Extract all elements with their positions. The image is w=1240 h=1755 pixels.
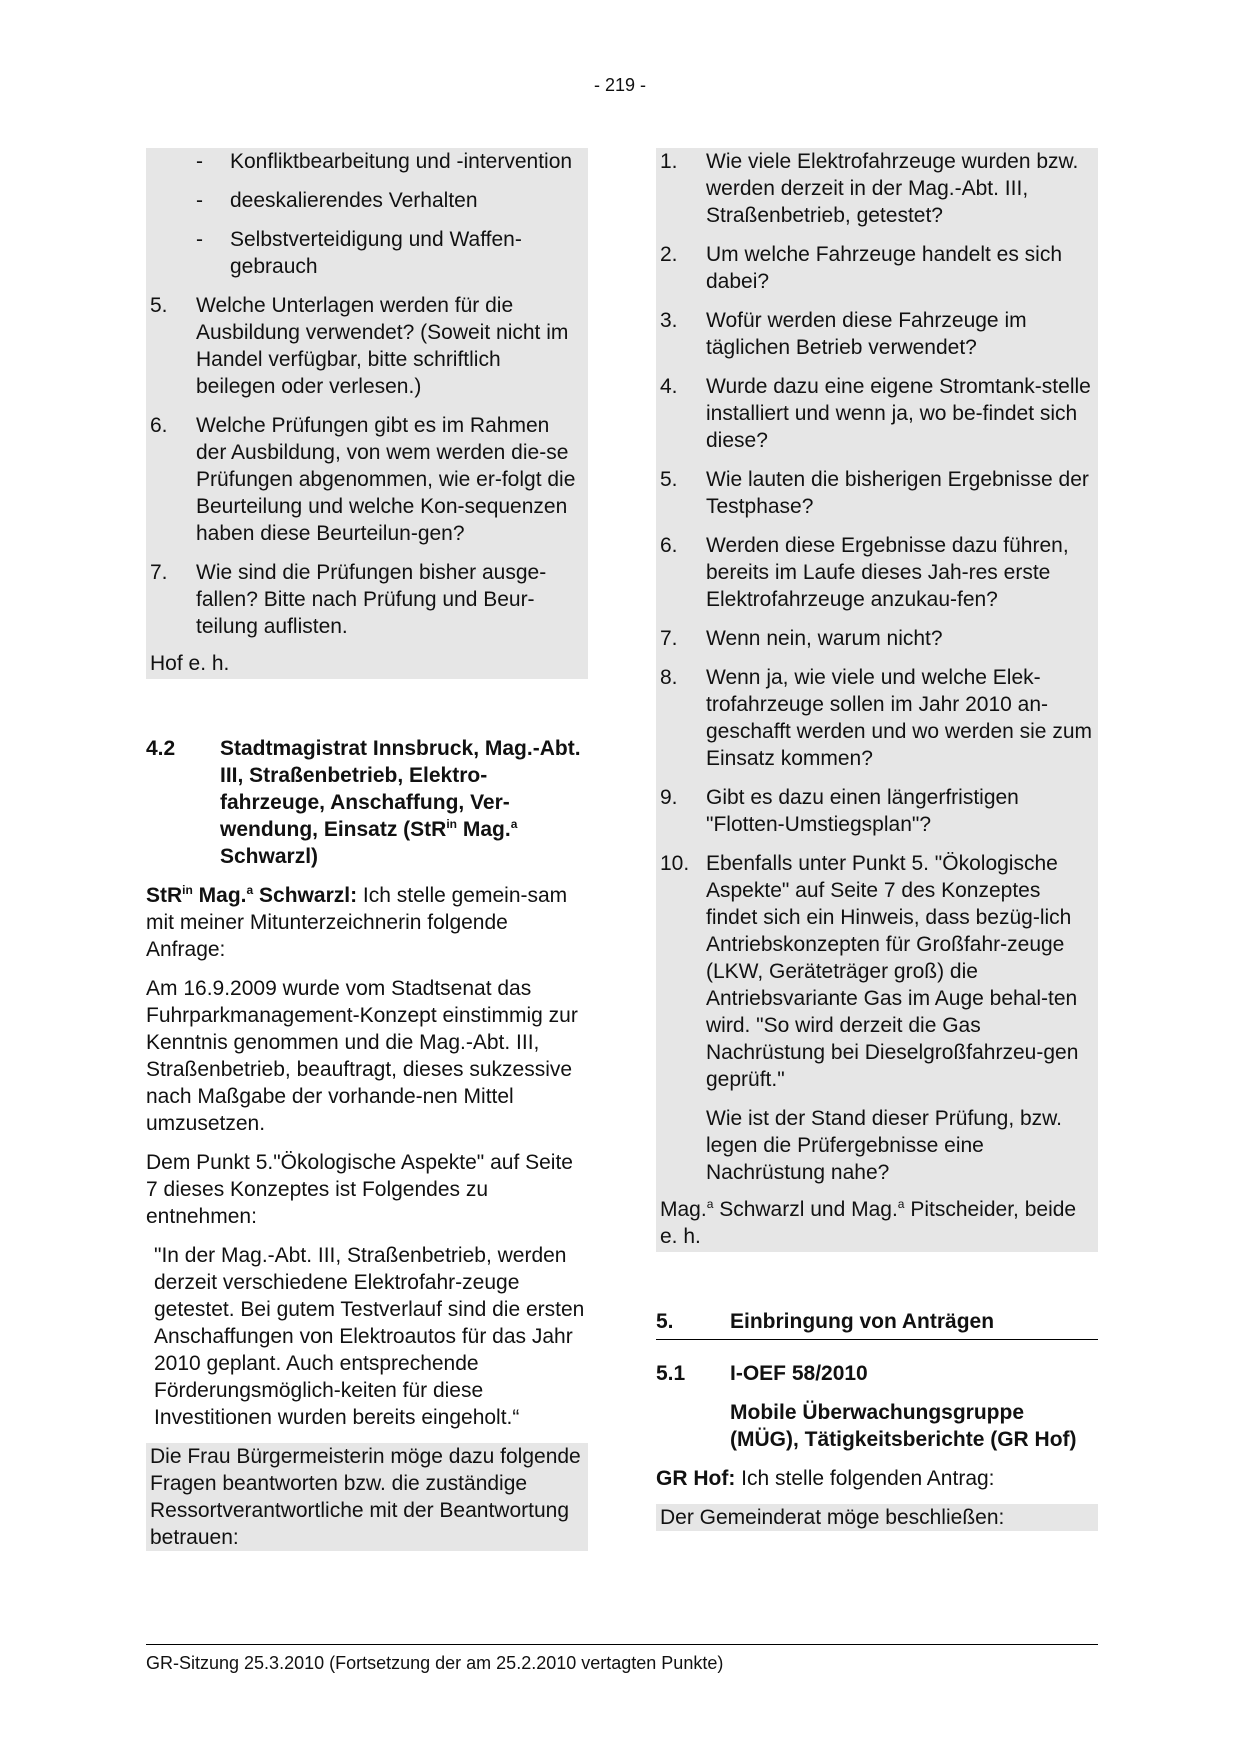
footer: GR-Sitzung 25.3.2010 (Fortsetzung der am 25.2.2010 vertagten Punkte) (146, 1653, 724, 1673)
question-item: 4. Wurde dazu eine eigene Stromtank-stelle installiert und wenn ja, wo be-findet sich diese? (660, 375, 1091, 452)
request-block: Die Frau Bürgermeisterin möge dazu folgende Fragen beantworten bzw. die zuständige Ressortverantwortliche mit der Beantwortung betrauen: (146, 1443, 588, 1551)
dash-item: - Konfliktbearbeitung und -intervention (196, 150, 573, 173)
dash-item: - deeskalierendes Verhalten (196, 189, 478, 212)
signature: Hof e. h. (150, 652, 230, 675)
question-item: 1. Wie viele Elektrofahrzeuge wurden bzw. werden derzeit in der Mag.-Abt. III, Straßenbetrieb, getestet? (660, 150, 1079, 227)
question-item: 5. Wie lauten die bisherigen Ergebnisse der Testphase? (660, 468, 1089, 518)
dash-item: - Selbstverteidigung und Waffen-gebrauch (196, 228, 522, 278)
signature: Mag.$^a$ Schwarzl und Mag.$^a$ Pitscheider, beide e. h. (660, 1197, 1077, 1248)
followup-question: Wie ist der Stand dieser Prüfung, bzw. legen die Prüfergebnisse eine Nachrüstung nahe? (706, 1107, 1063, 1184)
footer-divider (146, 1644, 1098, 1645)
question-item: 6. Werden diese Ergebnisse dazu führen, bereits im Laufe dieses Jah-res erste Elektrofahrzeuge anzukau-fen? (660, 534, 1069, 611)
question-item: 10. Ebenfalls unter Punkt 5. "Ökologische Aspekte" auf Seite 7 des Konzeptes findet sich ein Hinweis, dass bezüg-lich Antriebskonzepten für Großfahr-zeuge (LKW, Geräteträger groß) die Antriebsvariante Gas im Auge behal-ten wird. "So wird derzeit die Gas Nachrüstung bei Dieselgroßfahrzeu-gen geprüft." (660, 852, 1079, 1091)
right-question-block (656, 148, 1098, 1252)
question-item: 9. Gibt es dazu einen längerfristigen "Flotten-Umstiegsplan"? (660, 786, 1019, 836)
left-column (146, 148, 588, 1551)
question-item: 7. Wenn nein, warum nicht? (660, 627, 943, 650)
question-item: 3. Wofür werden diese Fahrzeuge im täglichen Betrieb verwendet? (660, 309, 1027, 359)
section-subtitle-5-1: Mobile Überwachungsgruppe (MÜG), Tätigkeitsberichte (GR Hof) (730, 1401, 1077, 1451)
paragraph: Dem Punkt 5."Ökologische Aspekte" auf Seite 7 dieses Konzeptes ist Folgendes zu entnehmen: (146, 1151, 573, 1228)
question-item: 8. Wenn ja, wie viele und welche Elek-trofahrzeuge sollen im Jahr 2010 an-geschafft werden und wo werden sie zum Einsatz kommen? (660, 666, 1092, 770)
question-item: 6. Welche Prüfungen gibt es im Rahmen der Ausbildung, von wem werden die-se Prüfungen abgenommen, wie er-folgt die Beurteilung und welche Kon-sequenzen haben diese Beurteilun-gen? (150, 414, 576, 545)
section-heading-5: 5. Einbringung von Anträgen (656, 1308, 1098, 1340)
right-column (656, 148, 1098, 1531)
section-heading-4-2: 4.2 Stadtmagistrat Innsbruck, Mag.-Abt. III, Straßenbetrieb, Elektro-fahrzeuge, Anschaffung, Ver-wendung, Einsatz (StR$^{in}$ Mag.$^a$ Schwarzl) (146, 737, 581, 868)
question-item: 5. Welche Unterlagen werden für die Ausbildung verwendet? (Soweit nicht im Handel verfügbar, bitte schriftlich beilegen oder verlesen.) (150, 294, 569, 398)
section-heading-5-1: 5.1 I-OEF 58/2010 (656, 1362, 868, 1385)
motion-block: Der Gemeinderat möge beschließen: (656, 1504, 1098, 1531)
speaker-paragraph: GR Hof: Ich stelle folgenden Antrag: (656, 1467, 995, 1490)
left-question-block (146, 148, 588, 679)
page-number: - 219 - (593, 75, 647, 95)
question-item: 7. Wie sind die Prüfungen bisher ausge-fallen? Bitte nach Prüfung und Beur-teilung auflisten. (150, 561, 547, 638)
quote: "In der Mag.-Abt. III, Straßenbetrieb, werden derzeit verschiedene Elektrofahr-zeuge getestet. Bei gutem Testverlauf sind die ersten Anschaffungen von Elektroautos für das Jahr 2010 geplant. Auch entsprechende Förderungsmöglich-keiten für diese Investitionen wurden bereits eingeholt.“ (154, 1244, 585, 1429)
speaker-paragraph: StR$^{in}$ Mag.$^a$ Schwarzl: Ich stelle gemein-sam mit meiner Mitunterzeichnerin folgende Anfrage: (146, 883, 568, 961)
question-item: 2. Um welche Fahrzeuge handelt es sich dabei? (660, 243, 1063, 293)
paragraph: Am 16.9.2009 wurde vom Stadtsenat das Fuhrparkmanagement-Konzept einstimmig zur Kenntnis genommen und die Mag.-Abt. III, Straßenbetrieb, beauftragt, dieses sukzessive nach Maßgabe der vorhande-nen Mittel umzusetzen. (146, 977, 578, 1135)
